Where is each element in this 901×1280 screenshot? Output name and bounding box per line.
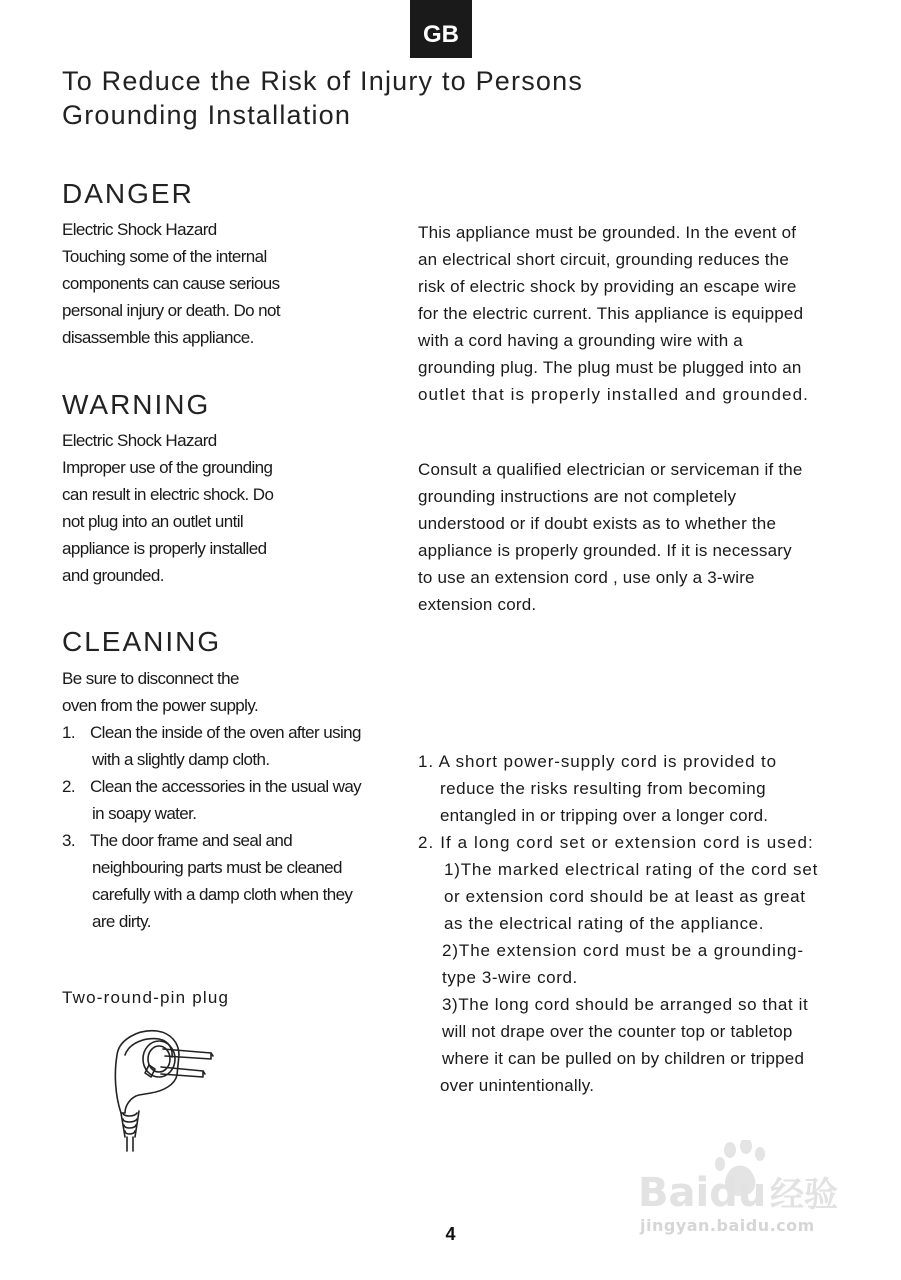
danger-text	[62, 216, 402, 351]
list-number: 3.	[62, 831, 75, 850]
text-line: appliance is properly installed	[62, 539, 267, 558]
text-line: where it can be pulled on by children or tripped	[442, 1049, 805, 1068]
text-line: in soapy water.	[92, 804, 197, 823]
text-line: Electric Shock Hazard	[62, 431, 217, 450]
text-line: for the electric current. This appliance is equipped	[418, 304, 804, 323]
text-line: 1)The marked electrical rating of the cord set	[444, 860, 819, 879]
list-item	[62, 773, 402, 827]
warning-text	[62, 427, 402, 589]
text-line: as the electrical rating of the appliance.	[444, 914, 765, 933]
list-number: 1.	[62, 723, 75, 742]
text-line: an electrical short circuit, grounding reduces the	[418, 250, 789, 269]
text-line: grounding instructions are not completely	[418, 487, 737, 506]
text-line: can result in electric shock. Do	[62, 485, 274, 504]
text-line: components can cause serious	[62, 274, 280, 293]
title-line-2: Grounding Installation	[62, 100, 352, 130]
text-line: The door frame and seal and	[90, 831, 293, 850]
text-line: 2. If a long cord set or extension cord is used:	[418, 833, 814, 852]
text-line: 1. A short power-supply cord is provided to	[418, 752, 778, 771]
text-line: to use an extension cord , use only a 3-wire	[418, 568, 755, 587]
cleaning-heading: CLEANING	[62, 626, 222, 657]
title-line-1: To Reduce the Risk of Injury to Persons	[62, 66, 584, 96]
text-line: extension cord.	[418, 595, 537, 614]
list-item	[62, 719, 402, 773]
electrician-paragraph	[418, 456, 858, 618]
text-line: 3)The long cord should be arranged so that it	[442, 995, 809, 1014]
danger-heading: DANGER	[62, 178, 194, 209]
text-line: This appliance must be grounded. In the event of	[418, 223, 797, 242]
text-line: personal injury or death. Do not	[62, 301, 280, 320]
text-line: Be sure to disconnect the	[62, 669, 239, 688]
text-line: Clean the accessories in the usual way	[90, 777, 362, 796]
text-line: or extension cord should be at least as great	[444, 887, 806, 906]
page-title	[62, 64, 583, 132]
text-line: Improper use of the grounding	[62, 458, 273, 477]
text-line: with a slightly damp cloth.	[92, 750, 270, 769]
plug-label: Two-round-pin plug	[62, 988, 230, 1007]
text-line: appliance is properly grounded. If it is necessary	[418, 541, 792, 560]
text-line: and grounded.	[62, 566, 164, 585]
text-line: risk of electric shock by providing an escape wire	[418, 277, 797, 296]
watermark-cn: 经验	[770, 1175, 838, 1215]
plug-illustration-icon	[105, 1025, 225, 1155]
text-line: not plug into an outlet until	[62, 512, 244, 531]
list-item	[62, 827, 402, 935]
cord-instructions-list	[418, 748, 858, 1099]
list-number: 2.	[62, 777, 75, 796]
watermark-url: jingyan.baidu.com	[640, 1216, 815, 1235]
text-line: disassemble this appliance.	[62, 328, 254, 347]
grounding-paragraph	[418, 219, 858, 408]
text-line: neighbouring parts must be cleaned	[92, 858, 342, 877]
text-line: type 3-wire cord.	[442, 968, 578, 987]
text-line: Clean the inside of the oven after using	[90, 723, 361, 742]
text-line: oven from the power supply.	[62, 696, 259, 715]
text-line: 2)The extension cord must be a grounding-	[442, 941, 804, 960]
watermark-brand: Baidu	[638, 1170, 767, 1216]
warning-heading: WARNING	[62, 389, 211, 420]
text-line: over unintentionally.	[440, 1076, 595, 1095]
text-line: with a cord having a grounding wire with a	[418, 331, 743, 350]
text-line: understood or if doubt exists as to whether the	[418, 514, 777, 533]
cleaning-text	[62, 665, 402, 935]
text-line: grounding plug. The plug must be plugged into an	[418, 358, 802, 377]
text-line: are dirty.	[92, 912, 151, 931]
text-line: outlet that is properly installed and grounded.	[418, 385, 809, 404]
language-tab: GB	[410, 0, 472, 58]
text-line: Touching some of the internal	[62, 247, 267, 266]
text-line: will not drape over the counter top or tabletop	[442, 1022, 793, 1041]
text-line: carefully with a damp cloth when they	[92, 885, 353, 904]
text-line: reduce the risks resulting from becoming	[440, 779, 767, 798]
text-line: Consult a qualified electrician or serviceman if the	[418, 460, 803, 479]
page-number: 4	[445, 1224, 456, 1244]
text-line: entangled in or tripping over a longer cord.	[440, 806, 769, 825]
text-line: Electric Shock Hazard	[62, 220, 217, 239]
